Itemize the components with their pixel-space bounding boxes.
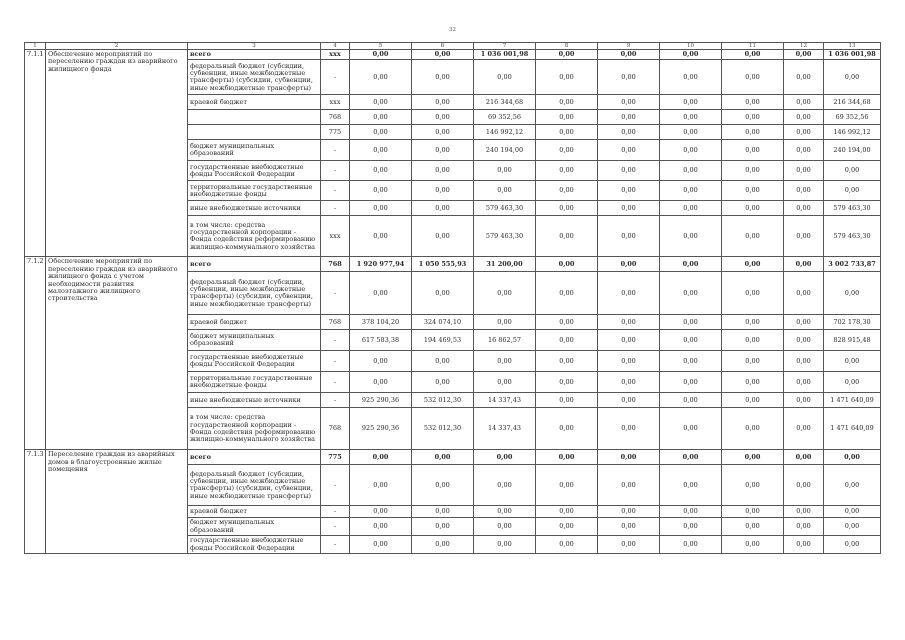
funding-source <box>188 110 321 125</box>
value-cell: 702 178,30 <box>824 315 881 330</box>
value-cell: 0,00 <box>598 518 660 536</box>
value-cell: 378 104,20 <box>350 315 412 330</box>
value-cell: 0,00 <box>784 272 824 315</box>
value-cell: 1 920 977,94 <box>350 257 412 272</box>
value-cell: 146 992,12 <box>824 125 881 140</box>
value-cell: 0,00 <box>536 50 598 60</box>
value-cell: 0,00 <box>824 506 881 518</box>
value-cell: 0,00 <box>824 60 881 95</box>
header-cell: 12 <box>784 43 824 50</box>
budget-code: 768 <box>321 110 350 125</box>
value-cell: 0,00 <box>660 181 722 201</box>
page-number: 32 <box>449 27 456 33</box>
value-cell: 0,00 <box>722 465 784 506</box>
value-cell: 0,00 <box>660 257 722 272</box>
value-cell: 617 583,38 <box>350 330 412 351</box>
value-cell: 0,00 <box>474 161 536 181</box>
value-cell: 0,00 <box>824 272 881 315</box>
value-cell: 0,00 <box>598 506 660 518</box>
value-cell: 579 463,30 <box>824 201 881 216</box>
funding-source: государственные внебюджетные фонды Российской Федерации <box>188 536 321 554</box>
value-cell: 14 337,43 <box>474 408 536 450</box>
value-cell: 0,00 <box>722 257 784 272</box>
value-cell: 0,00 <box>536 450 598 465</box>
table-row <box>25 257 881 272</box>
value-cell: 0,00 <box>412 450 474 465</box>
value-cell: 0,00 <box>660 351 722 372</box>
value-cell: 0,00 <box>412 181 474 201</box>
value-cell: 0,00 <box>784 110 824 125</box>
value-cell: 146 992,12 <box>474 125 536 140</box>
value-cell: 579 463,30 <box>474 201 536 216</box>
value-cell: 16 862,57 <box>474 330 536 351</box>
item-number: 7.1.1 <box>25 50 46 257</box>
budget-table <box>24 42 881 554</box>
value-cell: 194 469,53 <box>412 330 474 351</box>
value-cell: 0,00 <box>824 372 881 393</box>
value-cell: 532 012,30 <box>412 408 474 450</box>
value-cell: 0,00 <box>784 408 824 450</box>
value-cell: 579 463,30 <box>474 216 536 257</box>
value-cell: 0,00 <box>784 330 824 351</box>
budget-code: - <box>321 161 350 181</box>
value-cell: 0,00 <box>660 50 722 60</box>
budget-code: - <box>321 372 350 393</box>
header-cell: 7 <box>474 43 536 50</box>
value-cell: 0,00 <box>474 181 536 201</box>
value-cell: 0,00 <box>598 50 660 60</box>
value-cell: 0,00 <box>722 351 784 372</box>
budget-code: - <box>321 272 350 315</box>
value-cell: 0,00 <box>598 161 660 181</box>
value-cell: 0,00 <box>660 60 722 95</box>
value-cell: 0,00 <box>536 181 598 201</box>
value-cell: 0,00 <box>598 315 660 330</box>
value-cell: 0,00 <box>350 450 412 465</box>
value-cell: 0,00 <box>536 60 598 95</box>
value-cell: 0,00 <box>722 272 784 315</box>
header-cell: 10 <box>660 43 722 50</box>
value-cell: 0,00 <box>784 506 824 518</box>
budget-code: 768 <box>321 257 350 272</box>
value-cell: 0,00 <box>350 50 412 60</box>
funding-source: федеральный бюджет (субсидии, субвенции, иные межбюджетные трансферты) (субсидии, субвенции, иные межбюджетные трансферты) <box>188 465 321 506</box>
value-cell: 0,00 <box>536 465 598 506</box>
value-cell: 0,00 <box>722 181 784 201</box>
value-cell: 0,00 <box>722 216 784 257</box>
value-cell: 0,00 <box>660 330 722 351</box>
value-cell: 0,00 <box>784 315 824 330</box>
value-cell: 0,00 <box>536 506 598 518</box>
value-cell: 0,00 <box>412 201 474 216</box>
value-cell: 0,00 <box>412 216 474 257</box>
value-cell: 0,00 <box>722 161 784 181</box>
budget-code: 768 <box>321 315 350 330</box>
value-cell: 0,00 <box>474 465 536 506</box>
value-cell: 0,00 <box>350 536 412 554</box>
value-cell: 0,00 <box>722 315 784 330</box>
value-cell: 0,00 <box>722 95 784 110</box>
value-cell: 0,00 <box>536 536 598 554</box>
value-cell: 0,00 <box>350 506 412 518</box>
value-cell: 0,00 <box>722 518 784 536</box>
funding-source: в том числе: средства государственной корпорации - Фонда содействия реформированию жилищно-коммунального хозяйства <box>188 408 321 450</box>
value-cell: 0,00 <box>660 372 722 393</box>
value-cell: 0,00 <box>598 140 660 161</box>
value-cell: 0,00 <box>660 125 722 140</box>
value-cell: 0,00 <box>474 315 536 330</box>
value-cell: 0,00 <box>598 257 660 272</box>
header-cell: 2 <box>46 43 188 50</box>
value-cell: 0,00 <box>598 330 660 351</box>
budget-code: 768 <box>321 408 350 450</box>
value-cell: 0,00 <box>660 465 722 506</box>
funding-source: краевой бюджет <box>188 95 321 110</box>
value-cell: 0,00 <box>784 393 824 408</box>
value-cell: 0,00 <box>722 393 784 408</box>
value-cell: 0,00 <box>660 161 722 181</box>
value-cell: 0,00 <box>784 60 824 95</box>
value-cell: 0,00 <box>350 216 412 257</box>
header-cell: 11 <box>722 43 784 50</box>
header-cell: 8 <box>536 43 598 50</box>
value-cell: 69 352,56 <box>474 110 536 125</box>
value-cell: 0,00 <box>784 181 824 201</box>
value-cell: 0,00 <box>784 140 824 161</box>
header-row <box>25 43 881 50</box>
value-cell: 0,00 <box>350 272 412 315</box>
value-cell: 0,00 <box>536 315 598 330</box>
value-cell: 0,00 <box>474 272 536 315</box>
value-cell: 0,00 <box>784 372 824 393</box>
header-cell: 3 <box>188 43 321 50</box>
value-cell: 0,00 <box>722 506 784 518</box>
value-cell: 0,00 <box>412 351 474 372</box>
table-row <box>25 450 881 465</box>
funding-source: иные внебюджетные источники <box>188 393 321 408</box>
value-cell: 0,00 <box>598 393 660 408</box>
value-cell: 0,00 <box>474 372 536 393</box>
value-cell: 0,00 <box>824 465 881 506</box>
value-cell: 0,00 <box>350 95 412 110</box>
header-cell: 5 <box>350 43 412 50</box>
budget-code: - <box>321 506 350 518</box>
value-cell: 0,00 <box>660 450 722 465</box>
value-cell: 0,00 <box>784 536 824 554</box>
table-body <box>25 43 881 554</box>
value-cell: 0,00 <box>598 536 660 554</box>
value-cell: 0,00 <box>536 351 598 372</box>
funding-source: всего <box>188 450 321 465</box>
value-cell: 0,00 <box>784 518 824 536</box>
header-cell: 4 <box>321 43 350 50</box>
funding-source: всего <box>188 257 321 272</box>
funding-source: территориальные государственные внебюджетные фонды <box>188 181 321 201</box>
header-cell: 1 <box>25 43 46 50</box>
value-cell: 0,00 <box>824 161 881 181</box>
value-cell: 0,00 <box>474 506 536 518</box>
value-cell: 0,00 <box>824 518 881 536</box>
value-cell: 1 471 640,09 <box>824 408 881 450</box>
value-cell: 0,00 <box>412 50 474 60</box>
value-cell: 925 290,36 <box>350 408 412 450</box>
value-cell: 0,00 <box>412 60 474 95</box>
value-cell: 0,00 <box>660 506 722 518</box>
value-cell: 0,00 <box>598 60 660 95</box>
funding-source <box>188 125 321 140</box>
value-cell: 0,00 <box>784 95 824 110</box>
value-cell: 0,00 <box>660 315 722 330</box>
value-cell: 925 290,36 <box>350 393 412 408</box>
budget-code: - <box>321 181 350 201</box>
value-cell: 1 036 001,98 <box>824 50 881 60</box>
value-cell: 0,00 <box>536 330 598 351</box>
value-cell: 0,00 <box>784 257 824 272</box>
value-cell: 0,00 <box>412 536 474 554</box>
value-cell: 0,00 <box>412 125 474 140</box>
value-cell: 0,00 <box>536 216 598 257</box>
value-cell: 0,00 <box>722 330 784 351</box>
value-cell: 0,00 <box>660 110 722 125</box>
value-cell: 0,00 <box>660 95 722 110</box>
value-cell: 0,00 <box>824 181 881 201</box>
value-cell: 0,00 <box>350 140 412 161</box>
value-cell: 0,00 <box>474 450 536 465</box>
budget-code: - <box>321 201 350 216</box>
header-cell: 13 <box>824 43 881 50</box>
value-cell: 1 471 640,09 <box>824 393 881 408</box>
budget-code: 775 <box>321 450 350 465</box>
value-cell: 0,00 <box>722 60 784 95</box>
value-cell: 0,00 <box>412 110 474 125</box>
funding-source: краевой бюджет <box>188 315 321 330</box>
budget-code: ххх <box>321 50 350 60</box>
value-cell: 0,00 <box>660 518 722 536</box>
funding-source: бюджет муниципальных образований <box>188 518 321 536</box>
value-cell: 216 344,68 <box>824 95 881 110</box>
funding-source: всего <box>188 50 321 60</box>
budget-code: - <box>321 536 350 554</box>
value-cell: 0,00 <box>412 465 474 506</box>
value-cell: 0,00 <box>660 272 722 315</box>
value-cell: 0,00 <box>784 161 824 181</box>
value-cell: 0,00 <box>824 536 881 554</box>
value-cell: 0,00 <box>412 372 474 393</box>
budget-code: - <box>321 518 350 536</box>
funding-source: иные внебюджетные источники <box>188 201 321 216</box>
budget-code: ххх <box>321 216 350 257</box>
value-cell: 0,00 <box>474 518 536 536</box>
value-cell: 0,00 <box>660 536 722 554</box>
value-cell: 0,00 <box>350 372 412 393</box>
item-name: Обеспечение мероприятий по переселению граждан из аварийного жилищного фонда <box>46 50 188 257</box>
value-cell: 0,00 <box>536 518 598 536</box>
value-cell: 324 074,10 <box>412 315 474 330</box>
value-cell: 0,00 <box>474 351 536 372</box>
value-cell: 0,00 <box>598 408 660 450</box>
item-number: 7.1.3 <box>25 450 46 554</box>
value-cell: 0,00 <box>350 110 412 125</box>
value-cell: 0,00 <box>598 272 660 315</box>
value-cell: 0,00 <box>350 60 412 95</box>
value-cell: 0,00 <box>350 125 412 140</box>
value-cell: 0,00 <box>598 110 660 125</box>
value-cell: 0,00 <box>660 201 722 216</box>
value-cell: 14 337,43 <box>474 393 536 408</box>
value-cell: 216 344,68 <box>474 95 536 110</box>
funding-source: бюджет муниципальных образований <box>188 140 321 161</box>
funding-source: территориальные государственные внебюджетные фонды <box>188 372 321 393</box>
budget-code: - <box>321 330 350 351</box>
item-number: 7.1.2 <box>25 257 46 450</box>
table-row <box>25 50 881 60</box>
value-cell: 0,00 <box>660 393 722 408</box>
value-cell: 0,00 <box>536 201 598 216</box>
value-cell: 0,00 <box>412 272 474 315</box>
value-cell: 0,00 <box>536 408 598 450</box>
value-cell: 0,00 <box>598 181 660 201</box>
budget-code: - <box>321 393 350 408</box>
value-cell: 0,00 <box>536 125 598 140</box>
value-cell: 0,00 <box>660 140 722 161</box>
value-cell: 0,00 <box>722 110 784 125</box>
value-cell: 0,00 <box>660 408 722 450</box>
value-cell: 0,00 <box>350 181 412 201</box>
value-cell: 0,00 <box>784 465 824 506</box>
value-cell: 0,00 <box>598 450 660 465</box>
value-cell: 31 200,00 <box>474 257 536 272</box>
value-cell: 0,00 <box>722 372 784 393</box>
value-cell: 69 352,56 <box>824 110 881 125</box>
value-cell: 0,00 <box>350 161 412 181</box>
value-cell: 0,00 <box>784 450 824 465</box>
value-cell: 0,00 <box>722 125 784 140</box>
value-cell: 0,00 <box>412 161 474 181</box>
funding-source: федеральный бюджет (субсидии, субвенции, иные межбюджетные трансферты) (субсидии, субвенции, иные межбюджетные трансферты) <box>188 272 321 315</box>
value-cell: 0,00 <box>722 536 784 554</box>
budget-code: 775 <box>321 125 350 140</box>
budget-code: - <box>321 140 350 161</box>
value-cell: 0,00 <box>598 201 660 216</box>
funding-source: государственные внебюджетные фонды Российской Федерации <box>188 351 321 372</box>
value-cell: 532 012,30 <box>412 393 474 408</box>
value-cell: 0,00 <box>412 140 474 161</box>
value-cell: 0,00 <box>784 125 824 140</box>
value-cell: 0,00 <box>722 201 784 216</box>
value-cell: 240 194,00 <box>474 140 536 161</box>
value-cell: 579 463,30 <box>824 216 881 257</box>
value-cell: 0,00 <box>536 140 598 161</box>
value-cell: 0,00 <box>598 465 660 506</box>
header-cell: 6 <box>412 43 474 50</box>
value-cell: 240 194,00 <box>824 140 881 161</box>
budget-code: ххх <box>321 95 350 110</box>
header-cell: 9 <box>598 43 660 50</box>
value-cell: 0,00 <box>722 450 784 465</box>
budget-code: - <box>321 60 350 95</box>
value-cell: 0,00 <box>536 272 598 315</box>
funding-source: бюджет муниципальных образований <box>188 330 321 351</box>
budget-code: - <box>321 351 350 372</box>
value-cell: 0,00 <box>784 50 824 60</box>
item-name: Обеспечение мероприятий по переселению граждан из аварийного жилищного фонда с учетом необходимости развития малоэтажного жилищного строительства <box>46 257 188 450</box>
value-cell: 0,00 <box>350 351 412 372</box>
value-cell: 0,00 <box>824 351 881 372</box>
funding-source: государственные внебюджетные фонды Российской Федерации <box>188 161 321 181</box>
value-cell: 0,00 <box>536 393 598 408</box>
value-cell: 0,00 <box>784 351 824 372</box>
value-cell: 0,00 <box>784 201 824 216</box>
value-cell: 0,00 <box>598 351 660 372</box>
value-cell: 0,00 <box>350 201 412 216</box>
value-cell: 0,00 <box>536 372 598 393</box>
funding-source: в том числе: средства государственной корпорации - Фонда содействия реформированию жилищно-коммунального хозяйства <box>188 216 321 257</box>
value-cell: 1 050 555,93 <box>412 257 474 272</box>
value-cell: 0,00 <box>350 518 412 536</box>
value-cell: 0,00 <box>660 216 722 257</box>
value-cell: 0,00 <box>598 216 660 257</box>
value-cell: 828 915,48 <box>824 330 881 351</box>
item-name: Переселение граждан из аварийных домов в благоустроенные жилые помещения <box>46 450 188 554</box>
value-cell: 0,00 <box>412 506 474 518</box>
value-cell: 0,00 <box>722 408 784 450</box>
value-cell: 0,00 <box>536 257 598 272</box>
value-cell: 0,00 <box>824 450 881 465</box>
funding-source: краевой бюджет <box>188 506 321 518</box>
value-cell: 0,00 <box>598 372 660 393</box>
value-cell: 1 036 001,98 <box>474 50 536 60</box>
value-cell: 3 002 733,87 <box>824 257 881 272</box>
value-cell: 0,00 <box>474 536 536 554</box>
value-cell: 0,00 <box>412 95 474 110</box>
value-cell: 0,00 <box>722 140 784 161</box>
value-cell: 0,00 <box>536 95 598 110</box>
value-cell: 0,00 <box>350 465 412 506</box>
value-cell: 0,00 <box>536 110 598 125</box>
value-cell: 0,00 <box>536 161 598 181</box>
value-cell: 0,00 <box>784 216 824 257</box>
funding-source: федеральный бюджет (субсидии, субвенции, иные межбюджетные трансферты) (субсидии, субвенции, иные межбюджетные трансферты) <box>188 60 321 95</box>
budget-code: - <box>321 465 350 506</box>
value-cell: 0,00 <box>722 50 784 60</box>
value-cell: 0,00 <box>598 125 660 140</box>
value-cell: 0,00 <box>598 95 660 110</box>
value-cell: 0,00 <box>412 518 474 536</box>
value-cell: 0,00 <box>474 60 536 95</box>
